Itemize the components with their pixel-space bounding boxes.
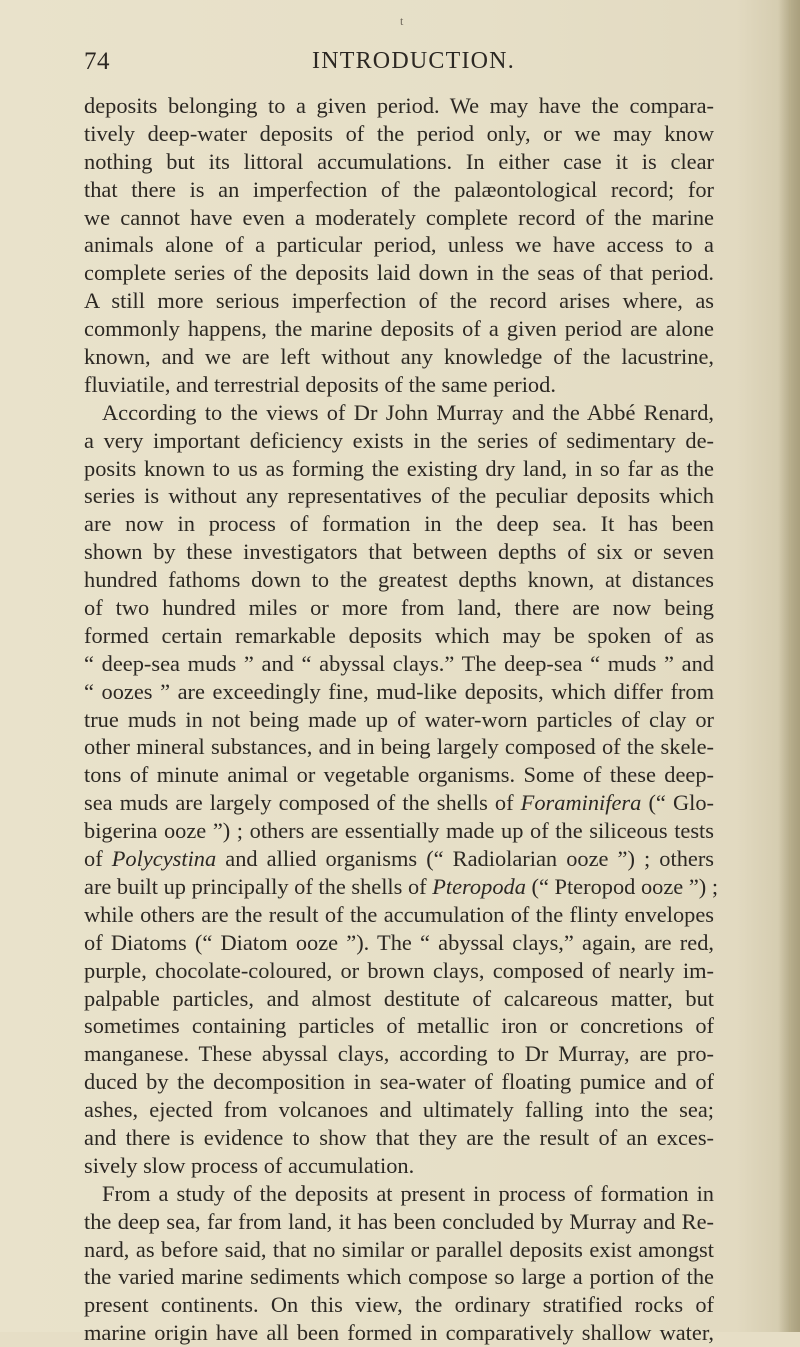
text-line: we cannot have even a moderately complete record of the marine: [84, 204, 714, 230]
text-line: while others are the result of the accumulation of the flinty envelopes: [84, 901, 714, 927]
text-line: a very important deficiency exists in the series of sedimentary de-: [84, 427, 714, 453]
italic-term: Pteropoda: [432, 873, 526, 899]
text-line: shown by these investigators that between depths of six or seven: [84, 539, 714, 565]
text-line: animals alone of a particular period, unless we have access to a: [84, 232, 714, 258]
folio-mark: t: [400, 14, 404, 28]
text-line: ashes, ejected from volcanoes and ultimately falling into the sea;: [84, 1097, 714, 1123]
text-line: deposits belonging to a given period. We may have the compara-: [84, 93, 714, 118]
text-line: From a study of the deposits at present in process of formation in: [102, 1180, 714, 1206]
page-edge-line: [789, 0, 791, 1332]
text-line: true muds in not being made up of water-worn particles of clay or: [84, 706, 714, 732]
text-line: hundred fathoms down to the greatest depths known, at distances: [84, 567, 714, 593]
running-head: [84, 48, 714, 82]
text-line: the deep sea, far from land, it has been concluded by Murray and Re-: [84, 1208, 714, 1234]
running-title: INTRODUCTION.: [312, 48, 515, 74]
text-line: nothing but its littoral accumulations. In either case it is clear: [84, 148, 714, 174]
text-line: that there is an imperfection of the palæontological record; for: [84, 176, 714, 202]
text-line: commonly happens, the marine deposits of a given period are alone: [84, 316, 714, 342]
text-line: of Diatoms (“ Diatom ooze ”). The “ abyssal clays,” again, are red,: [84, 929, 714, 955]
text-line: formed certain remarkable deposits which may be spoken of as: [84, 622, 714, 648]
text-line: A still more serious imperfection of the record arises where, as: [84, 288, 714, 314]
text-line: “ oozes ” are exceedingly fine, mud-like deposits, which differ from: [84, 678, 714, 704]
text-line: sometimes containing particles of metallic iron or concretions of: [84, 1013, 714, 1039]
text-line: posits known to us as forming the existing dry land, in so far as the: [84, 455, 714, 481]
text-line: series is without any representatives of the peculiar deposits which: [84, 483, 714, 509]
text-line: “ deep-sea muds ” and “ abyssal clays.” The deep-sea “ muds ” and: [84, 650, 714, 676]
italic-term: Polycystina: [111, 846, 217, 872]
text-line: According to the views of Dr John Murray and the Abbé Renard,: [102, 399, 714, 425]
text-line: manganese. These abyssal clays, according to Dr Murray, are pro-: [84, 1041, 714, 1067]
text-line: present continents. On this view, the ordinary stratified rocks of: [84, 1292, 714, 1318]
text-line: tons of minute animal or vegetable organisms. Some of these deep-: [84, 762, 714, 788]
text-line: of Polycystina and allied organisms (“ Radiolarian ooze ”) ; others: [84, 846, 715, 872]
text-line: marine origin have all been formed in comparatively shallow water,: [84, 1320, 714, 1346]
text-line: other mineral substances, and in being largely composed of the skele-: [84, 734, 714, 760]
text-line: of two hundred miles or more from land, there are now being: [84, 595, 714, 621]
text-line: and there is evidence to show that they are the result of an exces-: [84, 1124, 714, 1150]
text-line: are now in process of formation in the deep sea. It has been: [84, 511, 714, 537]
body-text: [84, 92, 719, 1347]
text-line: the varied marine sediments which compose so large a portion of the: [84, 1264, 714, 1290]
text-line: sea muds are largely composed of the shells of Foraminifera (“ Glo-: [84, 790, 714, 816]
text-line: complete series of the deposits laid down in the seas of that period.: [84, 260, 714, 286]
italic-term: Foraminifera: [520, 790, 642, 816]
text-line: duced by the decomposition in sea-water of floating pumice and of: [84, 1069, 714, 1095]
text-line: purple, chocolate-coloured, or brown clays, composed of nearly im-: [84, 957, 714, 983]
text-line: tively deep-water deposits of the period only, or we may know: [84, 120, 714, 146]
text-line: palpable particles, and almost destitute of calcareous matter, but: [84, 985, 714, 1011]
page-number: 74: [84, 48, 110, 75]
text-line: fluviatile, and terrestrial deposits of the same period.: [84, 371, 556, 397]
text-line: bigerina ooze ”) ; others are essentially made up of the siliceous tests: [84, 818, 714, 844]
text-line: sively slow process of accumulation.: [84, 1152, 415, 1178]
text-line: known, and we are left without any knowledge of the lacustrine,: [84, 344, 714, 370]
text-line: are built up principally of the shells of Pteropoda (“ Pteropod ooze ”) ;: [84, 873, 719, 899]
text-line: nard, as before said, that no similar or parallel deposits exist amongst: [84, 1236, 714, 1262]
